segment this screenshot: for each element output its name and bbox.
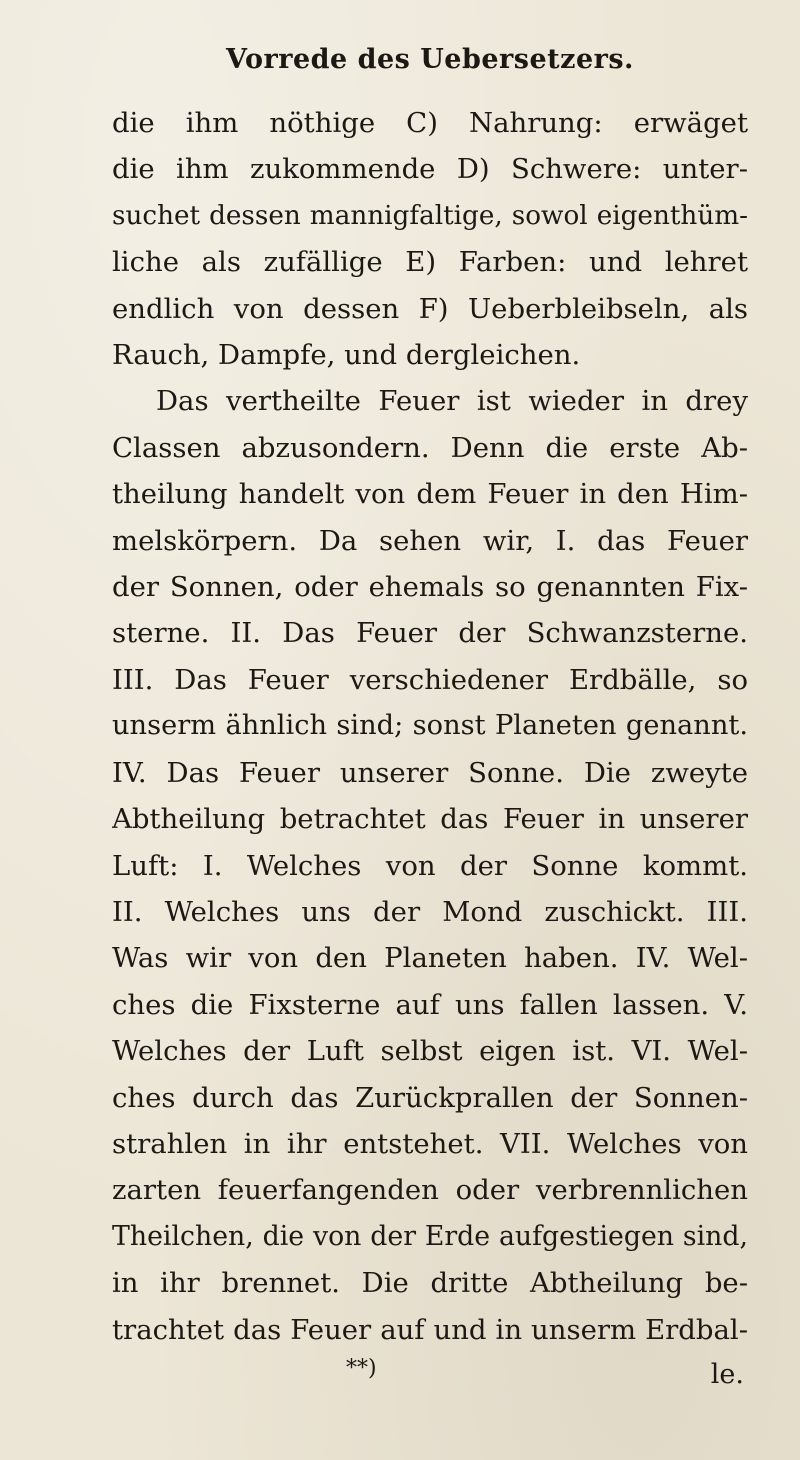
text-line-9: theilung handelt von dem Feuer in den Him- bbox=[112, 478, 748, 511]
text-line-8: Classen abzusondern. Denn die erste Ab- bbox=[112, 431, 748, 464]
text-line-1: die ihm nöthige C) Nahrung: erwäget bbox=[112, 107, 748, 139]
text-line-7: Das vertheilte Feuer ist wieder in drey bbox=[156, 385, 748, 418]
text-line-20: ches die Fixsterne auf uns fallen lassen. V. bbox=[112, 988, 748, 1021]
text-line-27: trachtet das Feuer auf und in unserm Erdbal- bbox=[112, 1313, 748, 1346]
text-line-11: der Sonnen, oder ehemals so genannten Fix- bbox=[112, 571, 748, 604]
text-line-2: die ihm zukommende D) Schwere: unter- bbox=[112, 153, 748, 186]
text-line-19: Was wir von den Planeten haben. IV. Wel- bbox=[112, 942, 748, 975]
text-line-5: endlich von dessen F) Ueberbleibseln, als bbox=[112, 292, 748, 325]
text-line-3: suchet dessen mannigfaltige, sowol eigenthüm- bbox=[112, 200, 748, 231]
text-line-17: Luft: I. Welches von der Sonne kommt. bbox=[112, 849, 748, 882]
catchword: le. bbox=[710, 1358, 744, 1390]
text-line-22: ches durch das Zurückprallen der Sonnen- bbox=[112, 1081, 748, 1114]
running-head: Vorrede des Uebersetzers. bbox=[226, 44, 634, 75]
text-line-25: Theilchen, die von der Erde aufgestiegen sind, bbox=[112, 1220, 748, 1252]
text-line-18: II. Welches uns der Mond zuschickt. III. bbox=[112, 895, 748, 928]
text-line-15: IV. Das Feuer unserer Sonne. Die zweyte bbox=[112, 756, 748, 789]
text-line-6: Rauch, Dampfe, und dergleichen. bbox=[112, 339, 581, 372]
text-line-16: Abtheilung betrachtet das Feuer in unserer bbox=[112, 803, 748, 836]
text-line-24: zarten feuerfangenden oder verbrennlichen bbox=[112, 1174, 748, 1207]
signature-mark: **) bbox=[346, 1355, 377, 1381]
body-text bbox=[112, 100, 748, 1353]
text-line-21: Welches der Luft selbst eigen ist. VI. Wel- bbox=[112, 1035, 748, 1068]
text-line-13: III. Das Feuer verschiedener Erdbälle, so bbox=[112, 663, 748, 696]
text-line-4: liche als zufällige E) Farben: und lehret bbox=[112, 246, 748, 279]
page-footer bbox=[112, 1353, 748, 1397]
text-line-14: unserm ähnlich sind; sonst Planeten genannt. bbox=[112, 710, 748, 742]
text-line-12: sterne. II. Das Feuer der Schwanzsterne. bbox=[112, 617, 748, 650]
text-line-23: strahlen in ihr entstehet. VII. Welches von bbox=[112, 1127, 748, 1160]
text-line-10: melskörpern. Da sehen wir, I. das Feuer bbox=[112, 524, 748, 557]
text-line-26: in ihr brennet. Die dritte Abtheilung be- bbox=[112, 1267, 748, 1300]
